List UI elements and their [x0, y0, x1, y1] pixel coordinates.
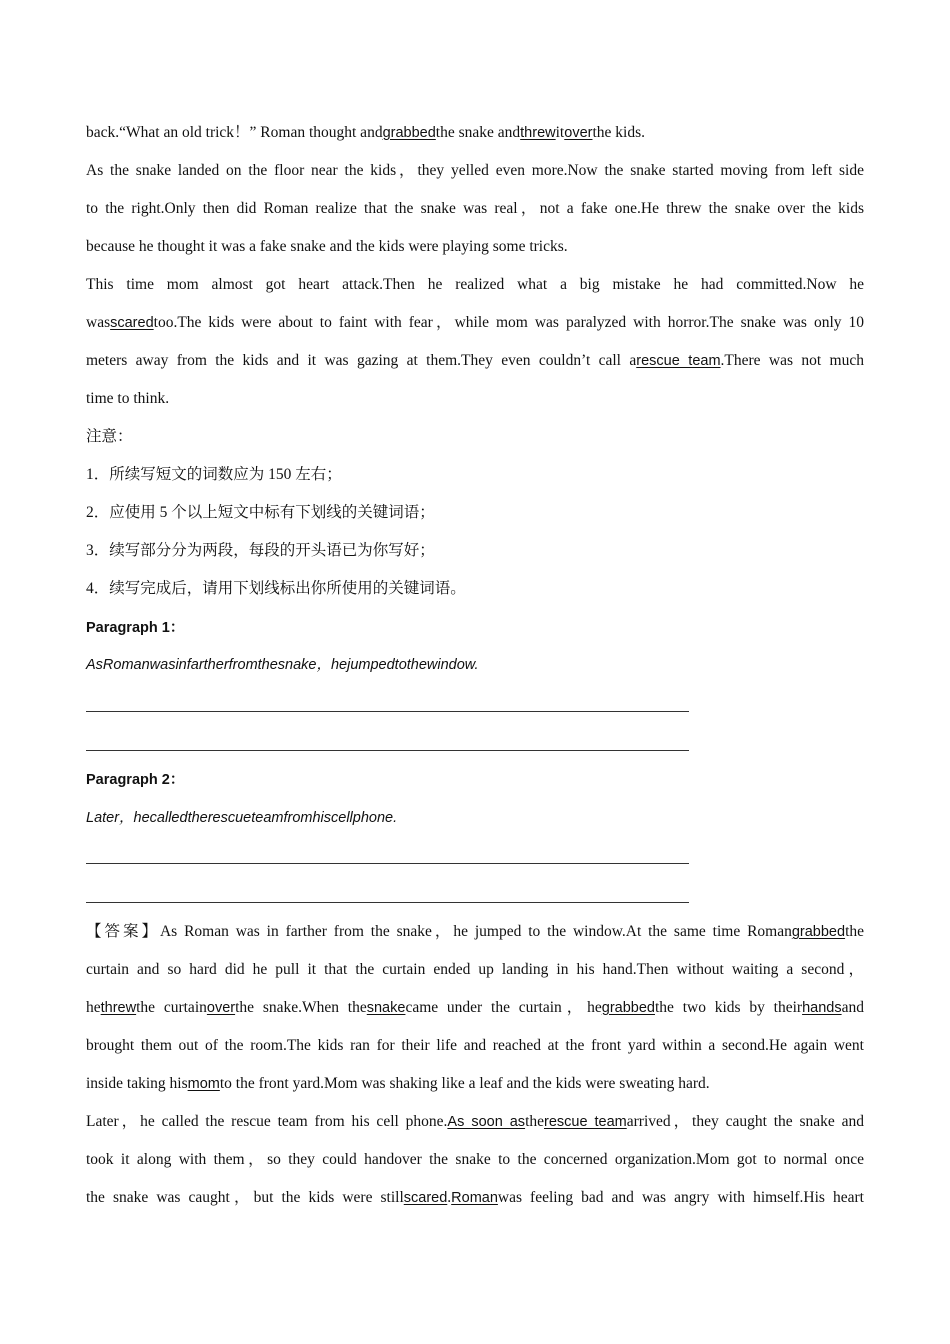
- story-line-2: As the snake landed on the floor near the kids，they yelled even more.Now the snake started moving from left side: [86, 162, 864, 179]
- keyword-rescue-team: rescue team: [636, 353, 721, 369]
- keyword-snake: snake: [366, 1000, 406, 1016]
- answer-line-8: the snake was caught，but the kids were stillscared.Romanwas feeling bad and was angry with himself.His heart: [86, 1189, 864, 1206]
- story-line-6: wasscaredtoo.The kids were about to faint with fear，while mom was paralyzed with horror.The snake was only 10: [86, 314, 864, 331]
- note-item-4: 4．续写完成后，请用下划线标出你所使用的关键词语。: [86, 580, 466, 597]
- keyword-threw: threw: [100, 1000, 137, 1016]
- keyword-rescue-team: rescue team: [544, 1114, 627, 1130]
- story-line-7: meters away from the kids and it was gazing at them.They even couldn’t call arescue team.There was not much: [86, 352, 864, 369]
- notes-title: 注意：: [86, 428, 133, 445]
- paragraph-2-opening: Later，hecalledtherescueteamfromhiscellphone.: [86, 810, 398, 826]
- keyword-scared: scared: [403, 1190, 448, 1206]
- answer-line-6: Later，he called the rescue team from his cell phone.As soon astherescue teamarrived，they caught the snake and: [86, 1113, 864, 1130]
- answer-line-2: curtain and so hard did he pull it that the curtain ended up landing in his hand.Then without waiting a second，: [86, 961, 864, 978]
- paragraph-1-opening: AsRomanwasinfartherfromthesnake，hejumpedtothewindow.: [86, 657, 479, 673]
- keyword-as-soon-as: As soon as: [447, 1114, 526, 1130]
- story-line-8: time to think.: [86, 390, 170, 407]
- paragraph-1-label: Paragraph 1：: [86, 620, 185, 636]
- keyword-hands: hands: [802, 1000, 842, 1016]
- keyword-scared: scared: [110, 315, 154, 331]
- keyword-over: over: [206, 1000, 236, 1016]
- answer-line-7: took it along with them，so they could handover the snake to the concerned organization.Mom got to normal once: [86, 1151, 864, 1168]
- story-line-5: This time mom almost got heart attack.Then he realized what a big mistake he had committed.Now he: [86, 276, 864, 293]
- keyword-mom: mom: [187, 1076, 220, 1092]
- writing-line: [86, 711, 689, 712]
- keyword-over: over: [564, 125, 593, 141]
- writing-line: [86, 902, 689, 903]
- story-line-3: to the right.Only then did Roman realize that the snake was real，not a fake one.He threw the snake over the kids: [86, 200, 864, 217]
- answer-line-5: inside taking hismomto the front yard.Mom was shaking like a leaf and the kids were sweating hard.: [86, 1075, 710, 1092]
- writing-line: [86, 863, 689, 864]
- note-item-1: 1．所续写短文的词数应为 150 左右；: [86, 466, 342, 483]
- story-line-1: back.“What an old trick！” Roman thought andgrabbedthe snake andthrewitoverthe kids.: [86, 124, 645, 141]
- keyword-grabbed: grabbed: [601, 1000, 655, 1016]
- note-item-2: 2．应使用 5 个以上短文中标有下划线的关键词语；: [86, 504, 435, 521]
- answer-line-4: brought them out of the room.The kids ran for their life and reached at the front yard within a second.He again went: [86, 1037, 864, 1054]
- paragraph-2-label: Paragraph 2：: [86, 772, 185, 788]
- keyword-threw: threw: [520, 125, 556, 141]
- note-item-3: 3．续写部分分为两段，每段的开头语已为你写好；: [86, 542, 435, 559]
- keyword-roman: Roman: [451, 1190, 498, 1206]
- answer-line-3: hethrewthe curtainoverthe snake.When thesnakecame under the curtain，hegrabbedthe two kids by theirhandsand: [86, 999, 864, 1016]
- keyword-grabbed: grabbed: [791, 924, 846, 940]
- keyword-grabbed: grabbed: [382, 125, 436, 141]
- answer-line-1: 【答案】As Roman was in farther from the snake，he jumped to the window.At the same time Romangrabbedthe: [86, 923, 864, 940]
- story-line-4: because he thought it was a fake snake and the kids were playing some tricks.: [86, 238, 568, 255]
- writing-line: [86, 750, 689, 751]
